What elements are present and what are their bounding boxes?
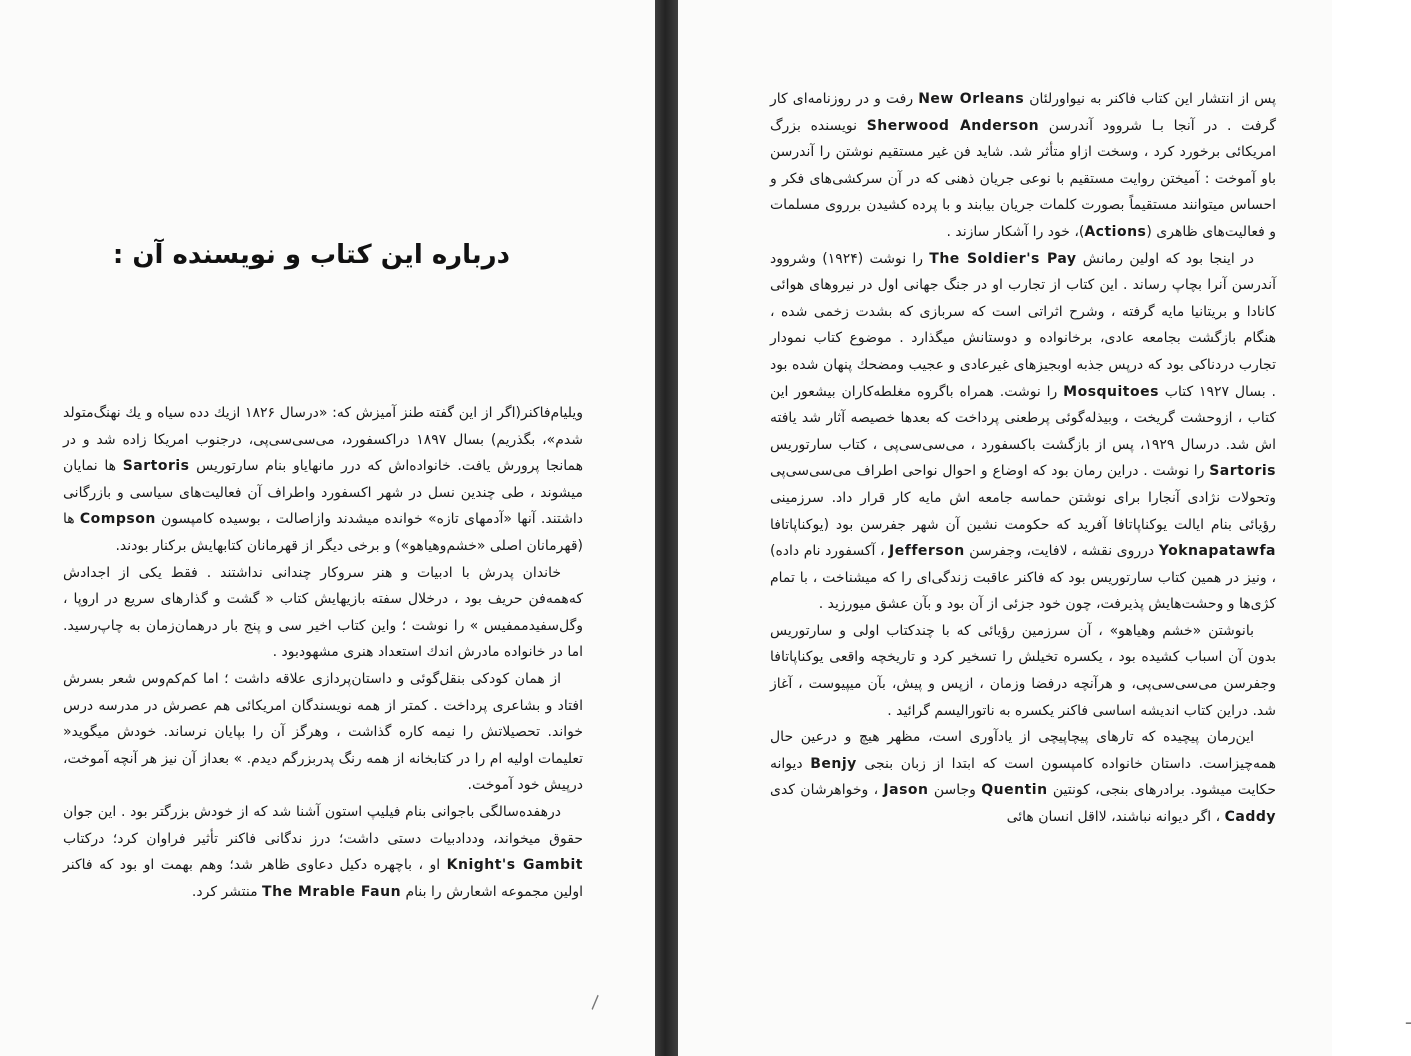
paragraph (770, 86, 1276, 246)
text-run: رفت و در روزنامه‌ای کار گرفت . در آنجا بـا شروود آندرسن (770, 91, 1276, 134)
latin-term: Jason (883, 782, 929, 799)
latin-term: Compson (79, 511, 156, 528)
latin-term: Knight's Gambit (446, 857, 583, 874)
latin-term: New Orleans (918, 91, 1025, 107)
right-page-body (770, 86, 1276, 831)
latin-term: Sartoris (122, 458, 190, 475)
text-run: ، اگر دیوانه نباشند، لااقل انسان هائی (1006, 809, 1225, 826)
text-run: نویسنده بزرگ امریکائی برخورد کرد ، وسخت ازاو متأثر شد. شاید فن غیر مستقیم نوشتن را آندرسن باو آموخت : آمیختن روایت مستقیم با نوعی جریان ذهنی که در آن سرکشی‌های فکر و احساس میتوانند مستقیماً بصورت کلمات جریان بیابند و با پرده کشیدن برروی مسلمات و فعالیت‌های ظاهری ( (770, 117, 1276, 240)
text-run: درروی نقشه ، لافایت، وجفرسن (964, 543, 1159, 560)
page-mark: ـ (1406, 1008, 1411, 1029)
latin-term: Benjy (810, 755, 857, 772)
left-page-body (63, 400, 583, 905)
text-run: در اینجا بود که اولین رمانش (1076, 250, 1254, 267)
page-mark: \ (585, 992, 605, 1013)
latin-term: Sartoris (1209, 463, 1276, 480)
text-run: ویلیام‌فاکنر(اگر از این گفته طنز آمیزش که: «درسال ۱۸۲۶ ازیك دده سیاه و یك نهنگ‌متولد شدم»، بگذریم) بسال ۱۸۹۷ دراکسفورد، می‌سی‌سی‌پی، درجنوب امریکا زاده شد و در همانجا پرورش یافت. خانواده‌اش که درر مانهایاو بنام سارتوریس (63, 405, 583, 475)
text-run: وجاسن (928, 782, 982, 799)
text-run: منتشر کرد. (191, 883, 263, 900)
latin-term: Jefferson (889, 543, 965, 560)
latin-term: The Mrable Faun (262, 883, 402, 900)
text-run: پس از انتشار این کتاب فاکنر به نیواورلئان (1024, 91, 1277, 107)
text-run: خاندان پدرش با ادبیات و هنر سروکار چندانی نداشتند . فقط یکی از اجدادش که‌همه‌فن حریف بود ، درخلال سفته بازیهایش کتاب « گشت و گذارهای سریع در اروپا ، وگل‌سفیدممفیس » را نوشت ؛ واین کتاب اخیر سی و پنج بار درهمان‌زمان به چاپ‌رسید. اما در خانواده مادرش اندك استعداد هنری مشهودبود . (63, 564, 583, 661)
latin-term: Mosquitoes (1063, 383, 1159, 400)
text-run: ، آکسفورد نام داده) ، ونیز در همین کتاب سارتوریس بود که فاکنر عاقبت زندگی‌ای را که میشناخت ، با تمام کژی‌ها و وحشت‌هایش پذیرفت، چون خود جزئی از آن بود و بآن عشق میورزید . (770, 543, 1276, 613)
paragraph (770, 618, 1276, 724)
left-page (0, 0, 655, 1056)
text-run: را نوشت (۱۹۲۴) وشروود آندرسن آنرا بچاپ رساند . این کتاب از تجارب او در جنگ جهانی اول در نیروهای هوائی کانادا و بریتانیا مایه گرفته ، وشرح اثراتی است که سربازی که بشدت زخمی شده ، هنگام بازگشت بجامعه عادی، برخانواده و دوستانش میگذارد . موضوع کتاب نمودار تجارب دردناکی بود که درپس جذبه اوبجیزهای غیرعادی و عجیب ومضحك پنهان شده بود . بسال ۱۹۲۷ کتاب (770, 250, 1276, 400)
latin-term: Quentin (981, 782, 1048, 799)
text-run: ها (قهرمانان اصلی «خشم‌وهیاهو») و برخی دیگر از قهرمانان کتابهایش برکنار بودند. (63, 511, 583, 554)
text-run: را نوشت. همراه باگروه مغلطه‌کاران بیشعور این کتاب ، ازوحشت گریخت ، وبیذله‌گوئی پرطعنی پرداخت که بعدها خصیصه آثار شد یافته اش شد. درسال ۱۹۲۹، پس از بازگشت باکسفورد ، می‌سی‌سی‌پی ، کتاب سارتوریس (770, 383, 1276, 453)
text-run: )، خود را آشکار سازند . (946, 223, 1085, 240)
book-gutter (655, 0, 678, 1056)
text-run: بانوشتن «خشم وهیاهو» ، آن سرزمین رؤیائی که با چندکتاب اولی و سارتوریس بدون آن اسباب کشیده بود ، یکسره تخیلش را تسخیر کرد و تاریخچه واقعی یوکناپاتافا وجفرسن می‌سی‌سی‌پی، و هرآنچه درفضا وزمان ، ازپس و پیش، بآن میپیوست ، آغاز شد. دراین کتاب اندیشه اساسی فاکنر یکسره به ناتورالیسم گرائید . (770, 622, 1276, 719)
text-run: را نوشت . دراین رمان بود که اوضاع و احوال نواحی اطراف می‌سی‌سی‌پی وتحولات نژادی آنجارا برای نوشتن حماسه جامعه اش مایه کار قرار داد. سرزمینی رؤیائی بنام ایالت یوکناپاتافا آفرید که حکومت نشین آن شهر جفرسن بود (یوکناپاتافا (770, 463, 1276, 533)
latin-term: Caddy (1224, 809, 1276, 826)
paragraph (63, 799, 583, 905)
latin-term: The Soldier's Pay (929, 250, 1077, 267)
paragraph (770, 724, 1276, 830)
text-run: ، وخواهرشان کدی (770, 782, 884, 799)
paragraph (63, 560, 583, 666)
text-run: درهفده‌سالگی باجوانی بنام فیلیپ استون آشنا شد که از خودش بزرگتر بود . این جوان حقوق میخواند، وددادبیات دستی داشت؛ درز ندگانی فاکنر تأثیر فراوان کرد؛ درکتاب (63, 803, 583, 847)
paragraph (770, 246, 1276, 618)
text-run: این‌رمان پیچیده که تارهای پیچاپیچی از یادآوری است، مظهر هیچ و درعین حال همه‌چیزاست. داستان خانواده کامپسون است که ابتدا از زبان بنجی (770, 729, 1276, 772)
latin-term: Yoknapatawfa (1158, 543, 1276, 560)
text-run: از همان کودکی بنقل‌گوئی و داستان‌پردازی علاقه داشت ؛ اما کم‌کم‌وس شعر بسرش افتاد و بشاعری پرداخت . کمتر از همه نویسندگان امریکائی هم عصرش در مدرسه درس خواند. تحصیلاتش را نیمه کاره گذاشت ، وهرگز آن را بپایان نرساند. خودش میگوید« تعلیمات اولیه ام را در کتابخانه از همه رنگ پدربزرگم دیدم. » بعداز آن نیز هر آنچه آموخت، درپیش خود آموخت. (63, 670, 583, 794)
latin-term: Actions (1084, 223, 1147, 240)
paragraph (63, 666, 583, 799)
paragraph (63, 400, 583, 560)
text-run: دیوانه حکایت میشود. برادرهای بنجی، کونتین (770, 755, 1277, 799)
page-heading: درباره این کتاب و نویسنده آن : (112, 240, 510, 270)
text-run: ها نمایان میشوند ، طی چندین نسل در شهر اکسفورد واطراف آن فعالیت‌های سیاسی و بازرگانی داشتند. آنها «آدمهای تازه» خوانده میشدند وازاصالت ، بوسیده کامپسون (63, 458, 583, 528)
text-run: او ، باچهره دکیل دعاوی ظاهر شد؛ وهم بهمت او بود که فاکنر اولین مجموعه اشعارش را بنام (63, 857, 583, 900)
latin-term: Sherwood Anderson (866, 117, 1040, 134)
